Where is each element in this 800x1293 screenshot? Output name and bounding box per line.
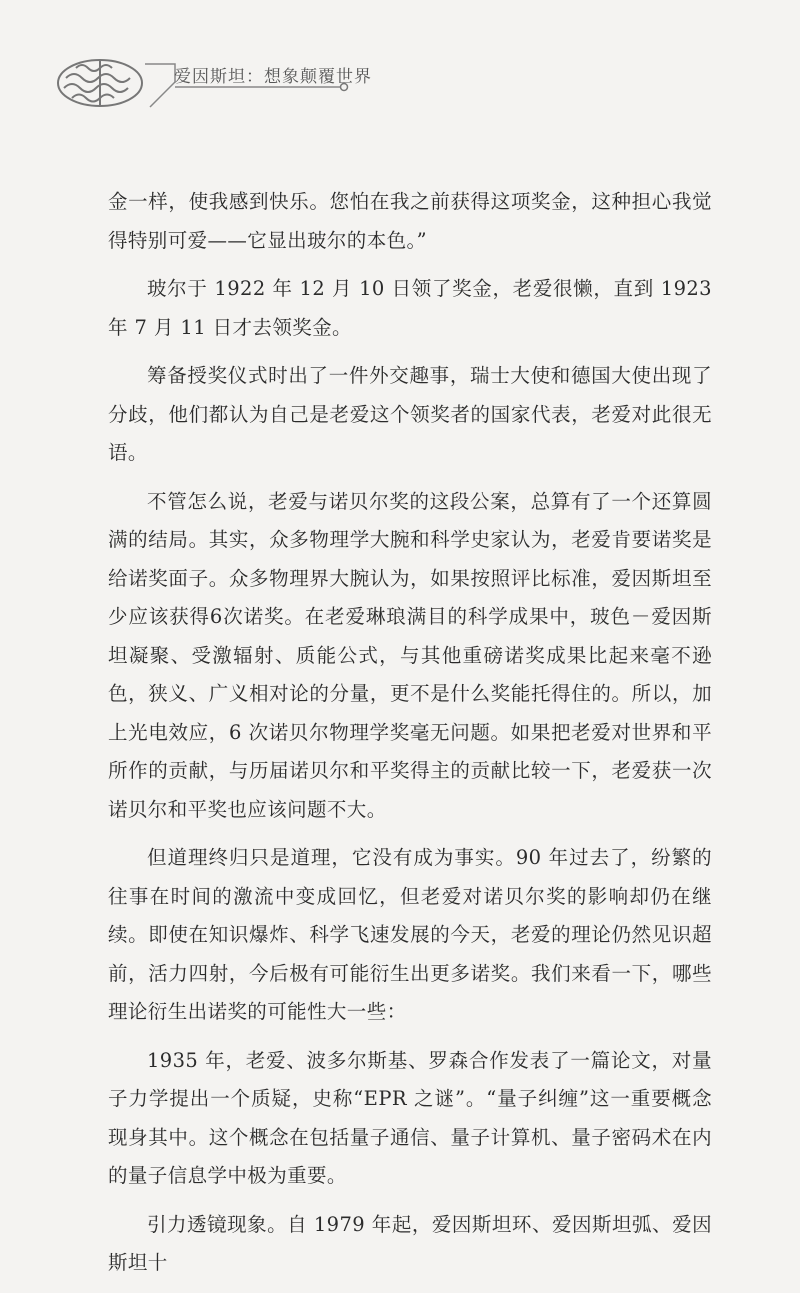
paragraph: 不管怎么说，老爱与诺贝尔奖的这段公案，总算有了一个还算圆满的结局。其实，众多物理学大腕和科学史家认为，老爱肯要诺奖是给诺奖面子。众多物理界大腕认为，如果按照评比标准，爱因斯坦至少应该获得6次诺奖。在老爱琳琅满目的科学成果中，玻色－爱因斯坦凝聚、受激辐射、质能公式，与其他重磅诺奖成果比起来毫不逊色，狭义、广义相对论的分量，更不是什么奖能托得住的。所以，加上光电效应，6 次诺贝尔物理学奖毫无问题。如果把老爱对世界和平所作的贡献，与历届诺贝尔和平奖得主的贡献比较一下，老爱获一次诺贝尔和平奖也应该问题不大。	[108, 489, 712, 821]
paragraph: 金一样，使我感到快乐。您怕在我之前获得这项奖金，这种担心我觉得特别可爱——它显出玻尔的本色。”	[108, 190, 712, 252]
page-header	[0, 0, 800, 130]
paragraph: 1935 年，老爱、波多尔斯基、罗森合作发表了一篇论文，对量子力学提出一个质疑，史称“EPR 之谜”。“量子纠缠”这一重要概念现身其中。这个概念在包括量子通信、量子计算机、量子密码术在内的量子信息学中极为重要。	[108, 1048, 712, 1187]
paragraph: 但道理终归只是道理，它没有成为事实。90 年过去了，纷繁的往事在时间的激流中变成回忆，但老爱对诺贝尔奖的影响却仍在继续。即使在知识爆炸、科学飞速发展的今天，老爱的理论仍然见识超前，活力四射，今后极有可能衍生出更多诺奖。我们来看一下，哪些理论衍生出诺奖的可能性大一些：	[108, 846, 712, 1023]
brain-logo-icon	[0, 0, 800, 130]
paragraph: 筹备授奖仪式时出了一件外交趣事，瑞士大使和德国大使出现了分歧，他们都认为自己是老爱这个领奖者的国家代表，老爱对此很无语。	[108, 364, 712, 464]
body-text	[108, 183, 712, 1293]
running-header-title: 爱因斯坦：想象颠覆世界	[174, 67, 372, 87]
paragraph: 引力透镜现象。自 1979 年起，爱因斯坦环、爱因斯坦弧、爱因斯坦十	[108, 1212, 712, 1274]
paragraph: 玻尔于 1922 年 12 月 10 日领了奖金，老爱很懒，直到 1923 年 7 月 11 日才去领奖金。	[108, 277, 712, 339]
